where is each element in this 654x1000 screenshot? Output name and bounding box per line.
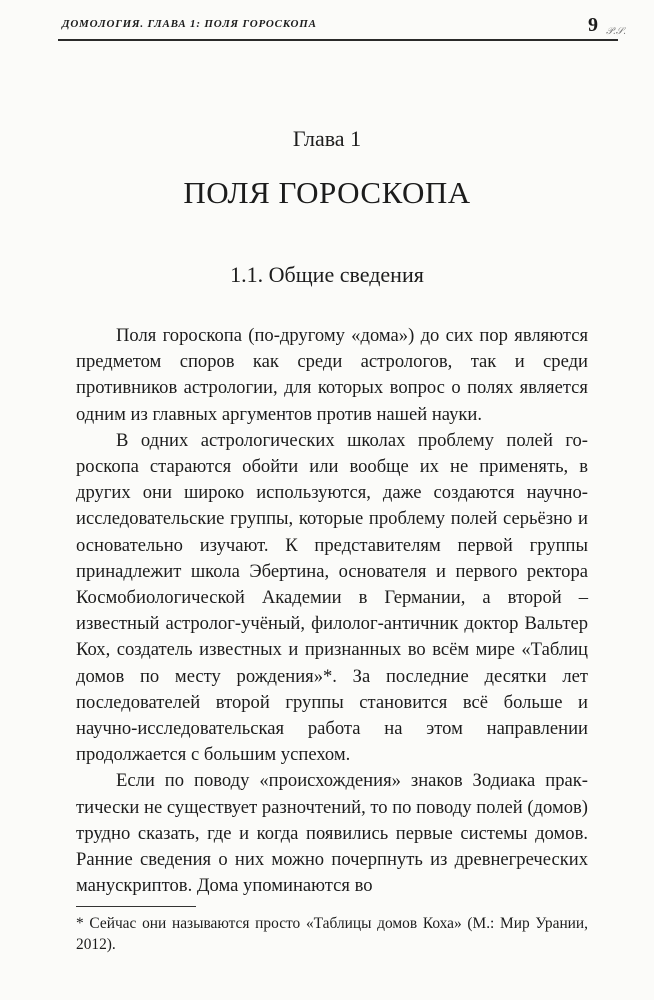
running-title: ДОМОЛОГИЯ. ГЛАВА 1: ПОЛЯ ГОРОСКОПА [62,18,317,30]
chapter-title: ПОЛЯ ГОРОСКОПА [183,175,471,210]
section-title: 1.1. Общие сведения [230,262,424,287]
paragraph-1: Поля гороскопа (по-другому «дома») до сих пор являются предметом споров как среди астрологов, так и среди противников астрологии, для которых вопрос о полях является одним из главных аргументов против нашей науки. [76,325,588,425]
body-text [76,323,588,899]
chapter-label: Глава 1 [292,126,362,151]
page-number: 9 [588,14,598,36]
paragraph-3: Если по поводу «происхождения» знаков Зодиака практически не существует разночтений, то по поводу полей (домов) трудно сказать, где и когда появились первые системы домов. Ранние сведения о них можно почерпнуть из древнегреческих манускриптов. Дома упоминаются во [76,770,588,897]
paragraph-2: В одних астрологических школах проблему полей гороскопа стараются обойти или вообще их не применять, в других они широко используются, даже создаются научно-исследовательские группы, которые проблему полей серьёзно и основательно изучают. К представителям первой группы принадлежит школа Эбертина, основателя и первого ректора Космобиологической Академии в Германии, а второй – известный астролог-учёный, филолог-античник доктор Вальтер Кох, создатель известных и признанных во всём мире «Таблиц домов по месту рождения»*. За последние десятки лет последователей второй группы становится всё больше и научно-исследовательская работа на этом направлении продолжается с большим успехом. [76,429,588,766]
header-rule [58,39,618,41]
page-flourish: 𝒫.𝒮. [606,26,626,37]
footnote: * Сейчас они называются просто «Таблицы домов Коха» (М.: Мир Урании, 2012). [76,915,588,953]
footnote-rule [76,906,196,907]
